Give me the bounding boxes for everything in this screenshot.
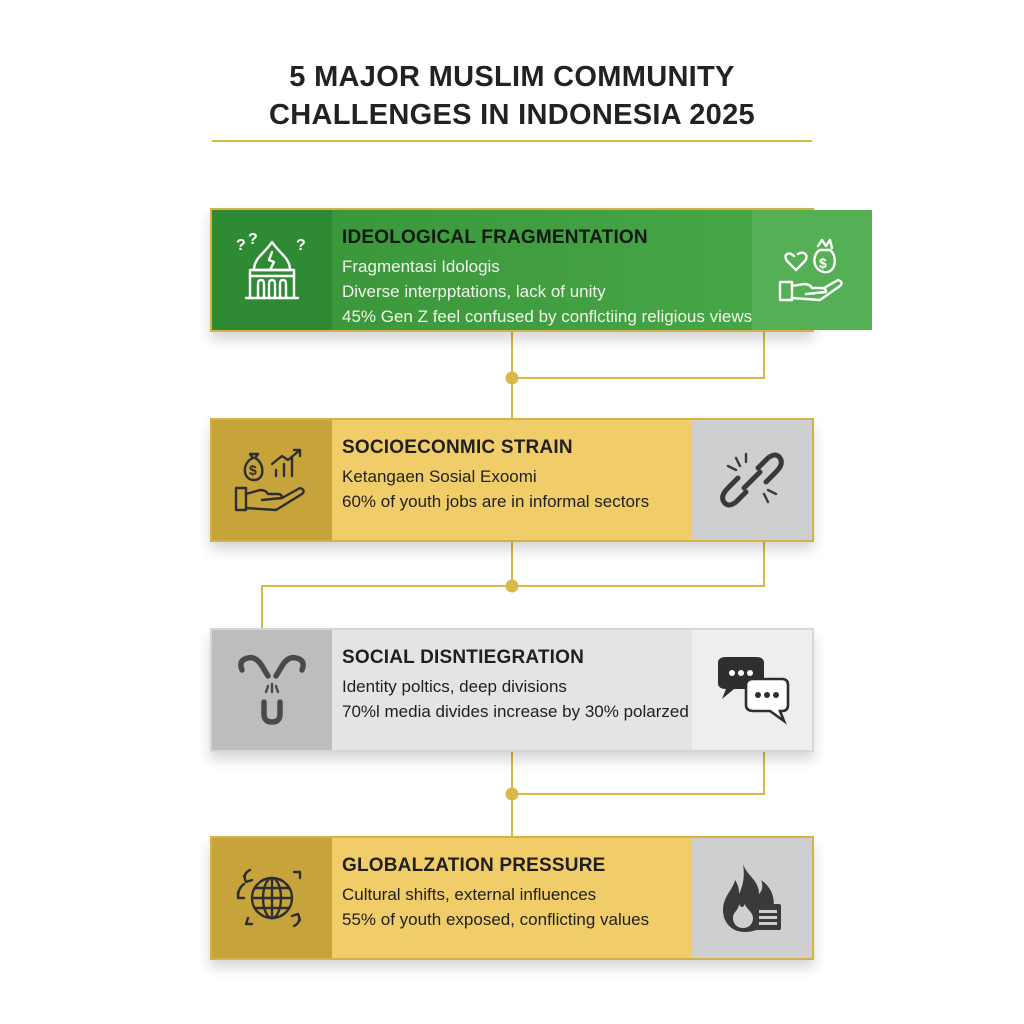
chat-bubbles-icon <box>712 655 792 725</box>
card-body <box>332 630 692 750</box>
card-line: 70%l media divides increase by 30% polarzed <box>342 702 689 721</box>
svg-text:$: $ <box>249 462 257 478</box>
connector-node <box>506 580 519 593</box>
card-right-panel <box>692 838 812 958</box>
challenge-card-globalization <box>210 836 814 960</box>
card-heading: SOCIOECONMIC STRAIN <box>342 437 573 458</box>
card-left-panel <box>212 420 332 540</box>
card-right-panel <box>752 210 872 330</box>
card-body <box>332 838 692 958</box>
title-line-1: 5 MAJOR MUSLIM COMMUNITY <box>289 61 735 93</box>
challenge-card-ideological <box>210 208 827 332</box>
title-divider <box>212 140 812 142</box>
svg-text:?: ? <box>296 237 306 254</box>
broken-chain-icon <box>232 650 312 730</box>
hand-money-heart-icon <box>774 232 850 308</box>
connector-node <box>506 372 519 385</box>
money-hand-chart-icon <box>232 440 312 520</box>
card-line: 60% of youth jobs are in informal sectors <box>342 492 650 511</box>
challenge-card-social <box>210 628 814 752</box>
svg-text:?: ? <box>236 237 246 254</box>
broken-chain-icon <box>716 444 788 516</box>
challenge-card-socioeconomic <box>210 418 814 542</box>
card-body <box>332 420 692 540</box>
globe-arrows-icon <box>232 858 312 938</box>
card-line: Fragmentasi Idologis <box>342 257 500 276</box>
card-left-panel <box>212 630 332 750</box>
card-line: Diverse interpptations, lack of unity <box>342 282 606 301</box>
card-line: Cultural shifts, external influences <box>342 885 597 904</box>
card-line: Identity poltics, deep divisions <box>342 677 567 696</box>
card-heading: SOCIAL DISNTIEGRATION <box>342 647 585 668</box>
card-left-panel <box>212 838 332 958</box>
card-body <box>332 210 752 330</box>
card-right-panel <box>692 630 812 750</box>
svg-text:?: ? <box>248 231 258 248</box>
card-line: 45% Gen Z feel confused by conflctiing religious views <box>342 307 753 326</box>
svg-text:$: $ <box>819 255 827 271</box>
card-left-panel <box>212 210 332 330</box>
connector-node <box>506 788 519 801</box>
card-line: Ketangaen Sosial Exoomi <box>342 467 537 486</box>
card-line: 55% of youth exposed, conflicting values <box>342 910 650 929</box>
card-heading: GLOBALZATION PRESSURE <box>342 855 606 876</box>
card-heading: IDEOLOGICAL FRAGMENTATION <box>342 227 648 248</box>
mosque-question-icon <box>234 232 310 308</box>
fire-icon <box>717 860 787 936</box>
title-line-2: CHALLENGES IN INDONESIA 2025 <box>269 99 755 131</box>
page-title <box>0 58 1024 134</box>
card-right-panel <box>692 420 812 540</box>
